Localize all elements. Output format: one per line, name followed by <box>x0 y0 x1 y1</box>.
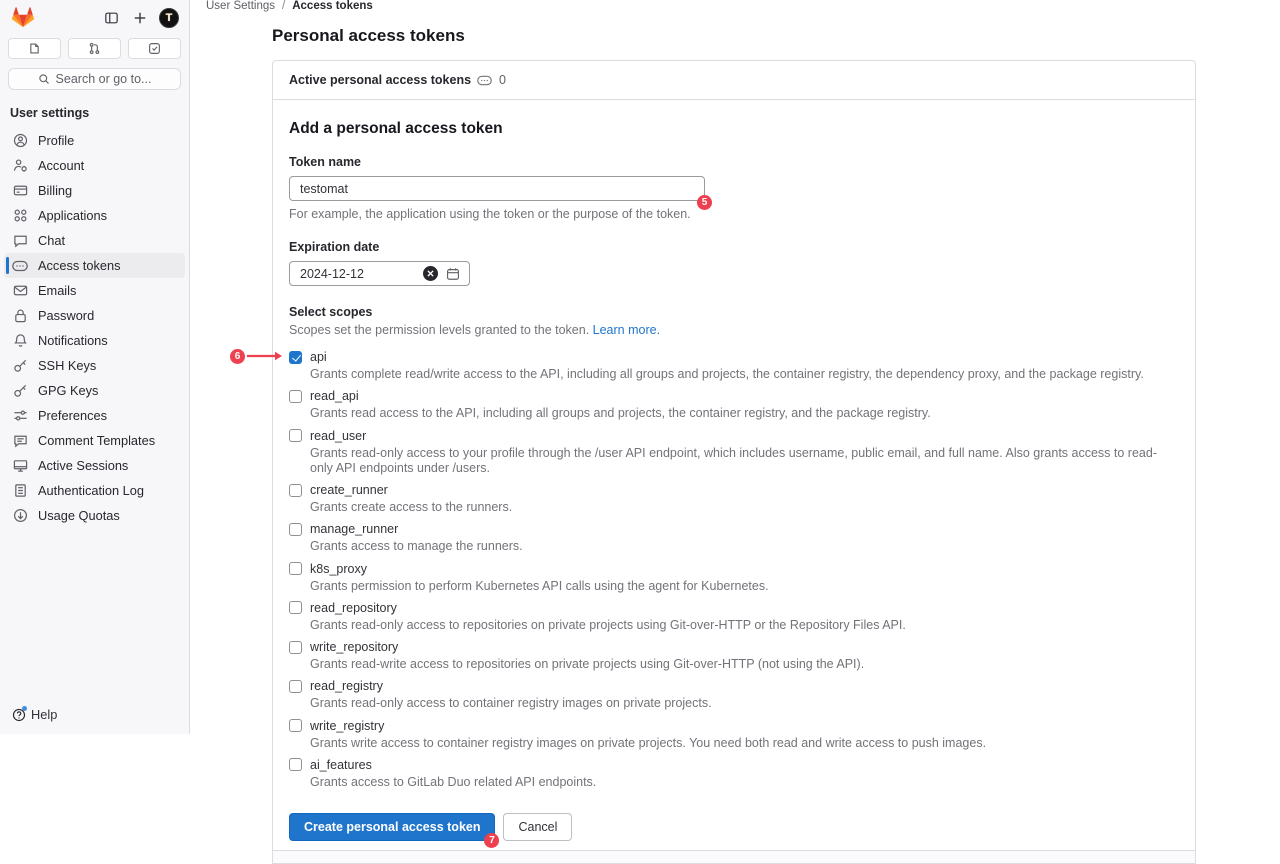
account-icon <box>12 158 28 173</box>
active-tokens-label: Active personal access tokens <box>289 73 472 87</box>
sidebar-item-label: Comment Templates <box>38 433 156 448</box>
scopes-section <box>234 305 1179 790</box>
scopes-list <box>234 350 1179 790</box>
calendar-icon[interactable] <box>446 267 460 281</box>
expiration-date-input[interactable] <box>289 261 470 286</box>
sidebar-item-label: Account <box>38 158 85 173</box>
token-name-label: Token name <box>289 155 362 169</box>
annotation-badge-5: 5 <box>697 195 712 210</box>
comment-lines-icon <box>12 433 28 448</box>
sidebar-item-label: GPG Keys <box>38 383 99 398</box>
main-area <box>190 0 1280 846</box>
scope-name-label[interactable]: manage_runner <box>310 522 399 537</box>
sidebar-item-comment-templates[interactable] <box>4 428 185 453</box>
scope-description: Grants permission to perform Kubernetes API calls using the agent for Kubernetes. <box>310 578 769 593</box>
active-tokens-count: 0 <box>499 73 506 87</box>
search-icon <box>38 73 50 85</box>
annotation-badge-7: 7 <box>484 833 499 848</box>
scope-row-read_user <box>289 429 1179 477</box>
create-new-plus-icon[interactable] <box>131 9 149 27</box>
expiration-label: Expiration date <box>289 240 380 254</box>
merge-request-icon <box>88 42 101 55</box>
sidebar-item-label: Preferences <box>38 408 107 423</box>
sidebar-item-label: Profile <box>38 133 75 148</box>
scope-checkbox-read_api[interactable] <box>289 390 302 403</box>
scope-name-label[interactable]: write_registry <box>310 718 385 733</box>
scope-checkbox-write_registry[interactable] <box>289 719 302 732</box>
scope-checkbox-api[interactable] <box>289 351 302 364</box>
select-scopes-label: Select scopes <box>289 305 373 319</box>
bell-icon <box>12 333 28 348</box>
scope-checkbox-create_runner[interactable] <box>289 484 302 497</box>
scope-row-write_repository <box>289 640 1179 672</box>
scope-description: Grants complete read/write access to the API, including all groups and projects, the container registry, the dependency proxy, and the package registry. <box>310 367 1144 381</box>
sidebar-item-label: Chat <box>38 233 66 248</box>
active-tokens-header <box>273 61 1195 100</box>
quota-icon <box>12 508 28 523</box>
scope-row-write_registry <box>289 719 1179 751</box>
mail-icon <box>12 283 28 298</box>
sidebar-item-label: SSH Keys <box>38 358 97 373</box>
sidebar-item-usage-quotas[interactable] <box>4 503 185 528</box>
annotation-badge-6: 6 <box>230 349 245 364</box>
search-input[interactable] <box>8 68 181 90</box>
sidebar-item-profile[interactable] <box>4 128 185 153</box>
scope-name-label[interactable]: k8s_proxy <box>310 561 367 576</box>
token-name-group <box>289 155 1179 221</box>
scope-name-label[interactable]: write_repository <box>310 640 399 654</box>
breadcrumb-separator: / <box>282 0 286 12</box>
sidebar-item-label: Applications <box>38 208 108 223</box>
add-token-form <box>234 100 1195 850</box>
scope-checkbox-k8s_proxy[interactable] <box>289 562 302 575</box>
scope-name-label[interactable]: read_registry <box>310 679 383 694</box>
form-actions <box>289 813 1179 850</box>
scope-description: Grants access to GitLab Duo related API endpoints. <box>310 774 597 789</box>
scope-checkbox-read_user[interactable] <box>289 429 302 442</box>
token-icon <box>12 260 28 272</box>
scope-name-label[interactable]: read_user <box>310 428 367 443</box>
applications-icon <box>12 208 28 223</box>
issues-icon <box>28 42 41 55</box>
sidebar-item-gpg-keys[interactable] <box>4 378 185 403</box>
breadcrumb-user-settings[interactable]: User Settings <box>206 0 276 12</box>
scope-checkbox-read_repository[interactable] <box>289 601 302 614</box>
todo-checkbox-icon <box>148 42 161 55</box>
scope-description: Grants create access to the runners. <box>310 500 513 514</box>
scope-name-label[interactable]: ai_features <box>310 757 372 772</box>
scope-row-ai_features <box>289 758 1179 790</box>
user-avatar[interactable]: T <box>159 8 179 28</box>
sidebar-shortcuts <box>0 35 189 59</box>
key-icon <box>12 383 28 398</box>
scope-checkbox-manage_runner[interactable] <box>289 523 302 536</box>
sidebar-item-notifications[interactable] <box>4 328 185 353</box>
sidebar-item-chat[interactable] <box>4 228 185 253</box>
sidebar-item-billing[interactable] <box>4 178 185 203</box>
scope-row-manage_runner <box>289 522 1179 554</box>
breadcrumb-access-tokens: Access tokens <box>292 0 373 12</box>
scope-row-api <box>234 350 1179 382</box>
token-name-input[interactable] <box>289 176 705 201</box>
form-heading: Add a personal access token <box>289 120 503 137</box>
sidebar-item-label: Emails <box>38 283 77 298</box>
scope-row-read_api <box>289 389 1179 421</box>
scope-name-label[interactable]: api <box>310 350 327 364</box>
scope-description: Grants read-only access to repositories on private projects using Git-over-HTTP or the Repository Files API. <box>310 617 906 632</box>
chat-icon <box>12 233 28 248</box>
sidebar-item-label: Billing <box>38 183 73 198</box>
sidebar-item-label: Notifications <box>38 333 108 348</box>
help-label: Help <box>31 707 58 722</box>
gitlab-tanuki-icon <box>12 7 34 29</box>
breadcrumb <box>190 0 1280 12</box>
annotation-badge-6-with-arrow <box>230 349 283 364</box>
scope-checkbox-ai_features[interactable] <box>289 758 302 771</box>
scope-row-k8s_proxy <box>289 562 1179 594</box>
scope-description: Grants read-only access to container registry images on private projects. <box>310 696 712 711</box>
token-icon <box>477 75 492 86</box>
scope-name-label[interactable]: read_api <box>310 389 359 404</box>
annotation-arrow-icon <box>247 350 283 364</box>
scope-name-label[interactable]: create_runner <box>310 483 388 497</box>
sidebar-item-password[interactable] <box>4 303 185 328</box>
sidebar-item-label: Authentication Log <box>38 483 145 498</box>
expiration-group <box>289 240 1179 286</box>
learn-more-link[interactable]: Learn more. <box>592 323 661 337</box>
scope-description: Grants access to manage the runners. <box>310 539 523 554</box>
content <box>190 12 1280 864</box>
cancel-button[interactable]: Cancel <box>503 813 572 841</box>
page-title: Personal access tokens <box>272 26 465 45</box>
scopes-description: Scopes set the permission levels granted to the token. Learn more. <box>289 323 661 337</box>
next-section-strip <box>273 850 1195 863</box>
sidebar-item-access-tokens[interactable] <box>4 253 185 278</box>
scope-description: Grants read-only access to your profile through the /user API endpoint, which includes username, public email, and full name. Also grants access to read-only API endpoints under /users. <box>310 445 1157 475</box>
sliders-icon <box>12 408 28 423</box>
search-placeholder: Search or go to... <box>55 72 152 86</box>
key-icon <box>12 358 28 373</box>
scope-description: Grants write access to container registry images on private projects. You need both read and write access to push images. <box>310 735 987 750</box>
sidebar-item-label: Usage Quotas <box>38 508 120 523</box>
profile-icon <box>12 133 28 148</box>
clear-date-button[interactable] <box>423 266 438 281</box>
access-tokens-card <box>234 60 1196 864</box>
gitlab-logo[interactable] <box>10 5 36 31</box>
create-token-button[interactable]: Create personal access token 7 <box>289 813 495 841</box>
help-button[interactable] <box>0 697 189 734</box>
sidebar-section-title: User settings <box>10 106 90 120</box>
scope-row-read_registry <box>289 679 1179 711</box>
sidebar-top-bar <box>0 0 189 35</box>
clear-x-icon <box>427 270 434 277</box>
sidebar-item-label: Active Sessions <box>38 458 129 473</box>
scope-description: Grants read access to the API, including all groups and projects, the container registry, and the package registry. <box>310 406 931 421</box>
sidebar-item-label: Password <box>38 308 95 323</box>
expiration-date-value: 2024-12-12 <box>300 266 364 281</box>
monitor-icon <box>12 458 28 473</box>
super-sidebar <box>0 0 190 734</box>
sidebar-toggle-icon[interactable] <box>102 9 121 27</box>
sidebar-item-authentication-log[interactable] <box>4 478 185 503</box>
scope-description: Grants read-write access to repositories on private projects using Git-over-HTTP (not using the API). <box>310 657 865 671</box>
todos-shortcut-button[interactable] <box>128 38 181 59</box>
sidebar-item-emails[interactable] <box>4 278 185 303</box>
help-icon <box>12 708 26 722</box>
log-icon <box>12 483 28 498</box>
scope-name-label[interactable]: read_repository <box>310 600 397 615</box>
merge-requests-shortcut-button[interactable] <box>68 38 121 59</box>
billing-icon <box>12 183 28 198</box>
sidebar-item-label: Access tokens <box>38 258 121 273</box>
issues-shortcut-button[interactable] <box>8 38 61 59</box>
lock-icon <box>12 308 28 323</box>
token-name-help: For example, the application using the token or the purpose of the token. <box>289 207 691 221</box>
sidebar-item-applications[interactable] <box>4 203 185 228</box>
scope-row-read_repository <box>289 601 1179 633</box>
sidebar-item-preferences[interactable] <box>4 403 185 428</box>
scope-checkbox-read_registry[interactable] <box>289 680 302 693</box>
sidebar-item-account[interactable] <box>4 153 185 178</box>
sidebar-item-active-sessions[interactable] <box>4 453 185 478</box>
sidebar-nav <box>0 126 189 697</box>
scope-row-create_runner <box>289 483 1179 515</box>
scope-checkbox-write_repository[interactable] <box>289 641 302 654</box>
sidebar-item-ssh-keys[interactable] <box>4 353 185 378</box>
